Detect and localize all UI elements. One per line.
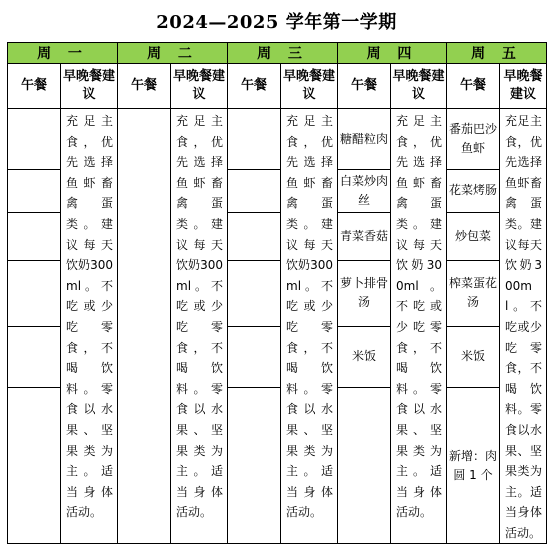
monday-lunch-cell <box>8 109 61 170</box>
sub-header-row <box>8 64 547 109</box>
day-tuesday: 周 二 <box>118 43 228 64</box>
thursday-advice: 充足主食，优先选择鱼虾畜禽蛋类。建议每天饮奶300ml。不吃或少吃零食，不喝饮料。零食以水果、坚果类为主。适当身体活动。 <box>391 109 447 544</box>
wednesday-lunch-cell <box>228 170 281 212</box>
advice-header: 早晚餐建议 <box>391 64 447 109</box>
friday-lunch-item: 新增：肉圆 1 个 <box>447 388 500 544</box>
friday-lunch-item: 米饭 <box>447 326 500 387</box>
wednesday-advice: 充足主食，优先选择鱼虾畜禽蛋类。建议每天饮奶300ml。不吃或少吃零食，不喝饮料。零食以水果、坚果类为主。适当身体活动。 <box>281 109 338 544</box>
thursday-lunch-item: 白菜炒肉丝 <box>338 170 391 212</box>
advice-header: 早晚餐建议 <box>281 64 338 109</box>
lunch-header: 午餐 <box>118 64 171 109</box>
thursday-lunch-item: 米饭 <box>338 326 391 387</box>
wednesday-lunch-cell <box>228 109 281 170</box>
advice-header: 早晚餐建议 <box>61 64 118 109</box>
wednesday-lunch-cell <box>228 388 281 544</box>
lunch-header: 午餐 <box>447 64 500 109</box>
thursday-lunch-item: 萝卜排骨汤 <box>338 261 391 327</box>
day-thursday: 周 四 <box>338 43 447 64</box>
friday-lunch-item: 花菜烤肠 <box>447 170 500 212</box>
thursday-lunch-cell <box>338 388 391 544</box>
day-header-row <box>8 43 547 64</box>
day-monday: 周 一 <box>8 43 118 64</box>
wednesday-lunch-cell <box>228 212 281 261</box>
menu-table <box>7 42 547 544</box>
advice-header: 早晚餐建议 <box>171 64 228 109</box>
friday-lunch-item: 榨菜蛋花汤 <box>447 261 500 327</box>
tuesday-lunch-cell <box>118 109 171 544</box>
thursday-lunch-item: 糖醋粒肉 <box>338 109 391 170</box>
wednesday-lunch-cell <box>228 326 281 387</box>
wednesday-lunch-cell <box>228 261 281 327</box>
friday-lunch-item: 炒包菜 <box>447 212 500 261</box>
thursday-lunch-item: 青菜香菇 <box>338 212 391 261</box>
monday-lunch-cell <box>8 326 61 387</box>
lunch-header: 午餐 <box>338 64 391 109</box>
lunch-header: 午餐 <box>8 64 61 109</box>
page-title: 2024—2025 学年第一学期 <box>156 12 397 33</box>
day-wednesday: 周 三 <box>228 43 338 64</box>
lunch-header: 午餐 <box>228 64 281 109</box>
monday-lunch-cell <box>8 212 61 261</box>
tuesday-advice: 充足主食，优先选择鱼虾畜禽蛋类。建议每天饮奶300ml。不吃或少吃零食，不喝饮料。零食以水果、坚果类为主。适当身体活动。 <box>171 109 228 544</box>
day-friday: 周 五 <box>447 43 547 64</box>
friday-lunch-item: 番茄巴沙鱼虾 <box>447 109 500 170</box>
monday-lunch-cell <box>8 388 61 544</box>
monday-lunch-cell <box>8 170 61 212</box>
friday-advice: 充足主食，优先选择鱼虾畜禽蛋类。建议每天饮奶300ml。不吃或少吃零食，不喝饮料。零食以水果、坚果类为主。适当身体活动。 <box>500 109 547 544</box>
advice-header: 早晚餐建议 <box>500 64 547 109</box>
monday-lunch-cell <box>8 261 61 327</box>
monday-advice: 充足主食，优先选择鱼虾畜禽蛋类。建议每天饮奶300ml。不吃或少吃零食，不喝饮料。零食以水果、坚果类为主。适当身体活动。 <box>61 109 118 544</box>
